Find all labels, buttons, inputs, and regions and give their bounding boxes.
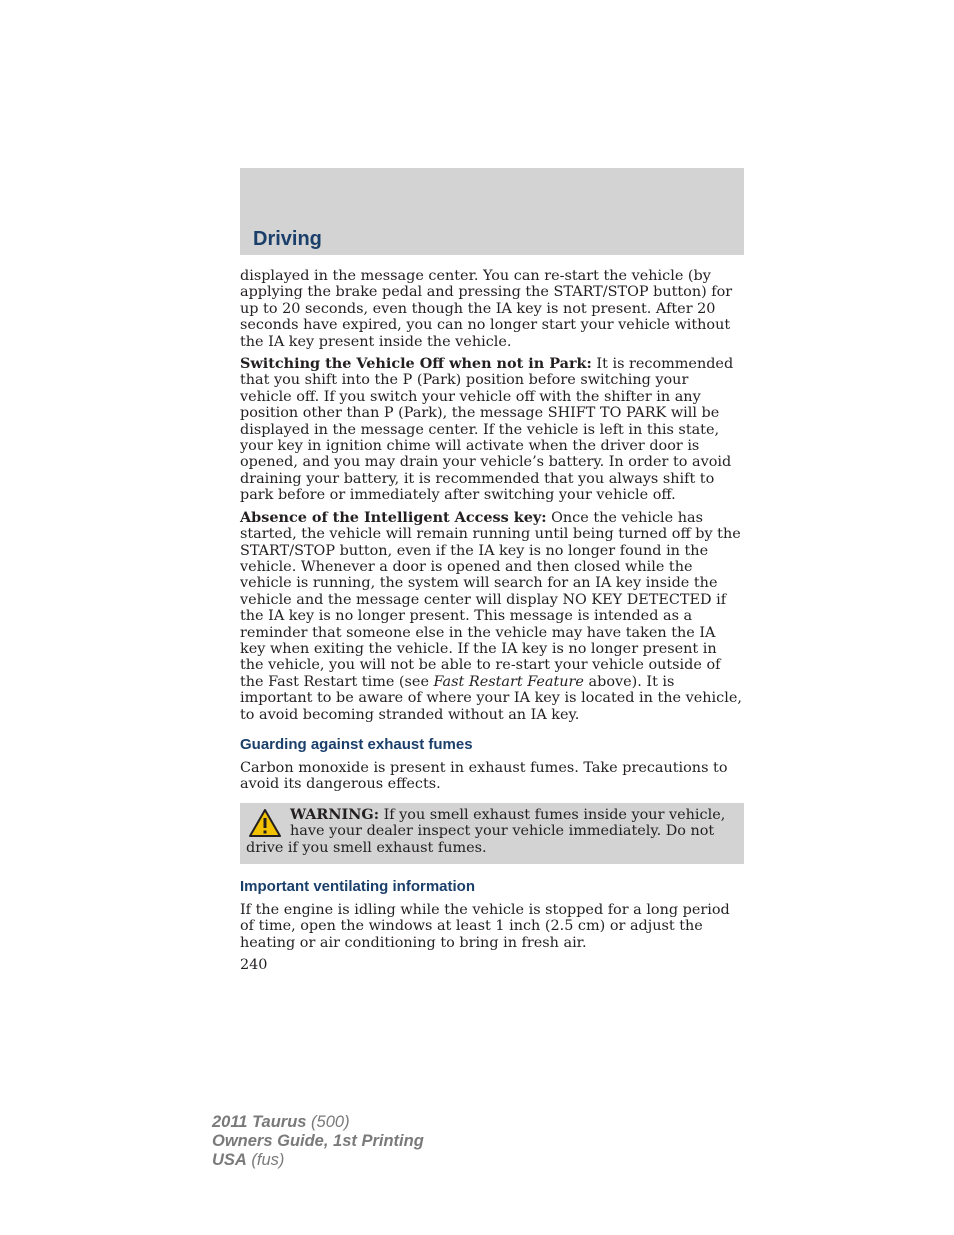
- footer-model: 2011 Taurus: [212, 1113, 307, 1131]
- paragraph-ia-key-absence: [240, 510, 744, 723]
- paragraph-text: Once the vehicle has started, the vehicle will remain running until being turned off by the START/STOP button, even if the IA key is no longer found in the vehicle. Whenever a door is opened and then closed while the vehicle is running, the system will search for an IA key inside the vehicle and the message center will display NO KEY DETECTED if the IA key is no longer present. This message is intended as a reminder that someone else in the vehicle may have taken the IA key when exiting the vehicle. If the IA key is no longer present in the vehicle, you will not be able to re-start your vehicle outside of the Fast Restart time (see: [240, 509, 741, 690]
- footer-model-code: (500): [306, 1113, 350, 1131]
- paragraph-text: It is recommended that you shift into the P (Park) position before switching your vehicle off. If you switch your vehicle off with the shifter in any position other than P (Park), the message SHIFT TO PARK will be displayed in the message center. If the vehicle is left in this state, your key in ignition chime will activate when the driver door is opened, and you may drain your vehicle’s battery. In order to avoid draining your battery, it is recommended that you always shift to park before or immediately after switching your vehicle off.: [240, 356, 734, 504]
- warning-box: [240, 803, 744, 864]
- footer-line-region: [212, 1151, 424, 1170]
- section-title: Driving: [253, 228, 322, 250]
- footer-region-code: (fus): [246, 1151, 285, 1169]
- paragraph-lead: Absence of the Intelligent Access key:: [240, 508, 547, 526]
- paragraph-text-tail: above). It is important to be aware of where your IA key is located in the vehicle, to avoid becoming stranded without an IA key.: [240, 673, 742, 723]
- footer-guide: Owners Guide, 1st Printing: [212, 1132, 424, 1150]
- publication-footer: [212, 1113, 424, 1170]
- page-content: [240, 268, 744, 980]
- paragraph-ventilating: If the engine is idling while the vehicle is stopped for a long period of time, open the windows at least 1 inch (2.5 cm) or adjust the heating or air conditioning to bring in fresh air.: [240, 902, 730, 951]
- footer-line-guide: [212, 1132, 424, 1151]
- warning-label: WARNING:: [290, 805, 380, 823]
- paragraph-switching-off: [240, 356, 744, 504]
- paragraph-lead: Switching the Vehicle Off when not in Park:: [240, 355, 592, 373]
- footer-line-model: [212, 1113, 424, 1132]
- page-number: 240: [240, 957, 268, 974]
- heading-ventilating: Important ventilating information: [240, 878, 475, 895]
- cross-reference: Fast Restart Feature: [433, 673, 584, 690]
- footer-region: USA: [212, 1151, 247, 1169]
- paragraph-carbon-monoxide: Carbon monoxide is present in exhaust fumes. Take precautions to avoid its dangerous effects.: [240, 759, 728, 793]
- warning-message: If you smell exhaust fumes inside your vehicle, have your dealer inspect your vehicle immediately. Do not drive if you smell exhaust fumes.: [246, 806, 726, 856]
- warning-text: [246, 807, 736, 856]
- section-header-band: [240, 168, 744, 255]
- heading-exhaust-fumes: Guarding against exhaust fumes: [240, 735, 473, 753]
- paragraph-continued: displayed in the message center. You can re-start the vehicle (by applying the brake pedal and pressing the START/STOP button) for up to 20 seconds, even though the IA key is not present. After 20 seconds have expired, you can no longer start your vehicle without the IA key present inside the vehicle.: [240, 268, 733, 350]
- warning-triangle-icon: [248, 808, 282, 838]
